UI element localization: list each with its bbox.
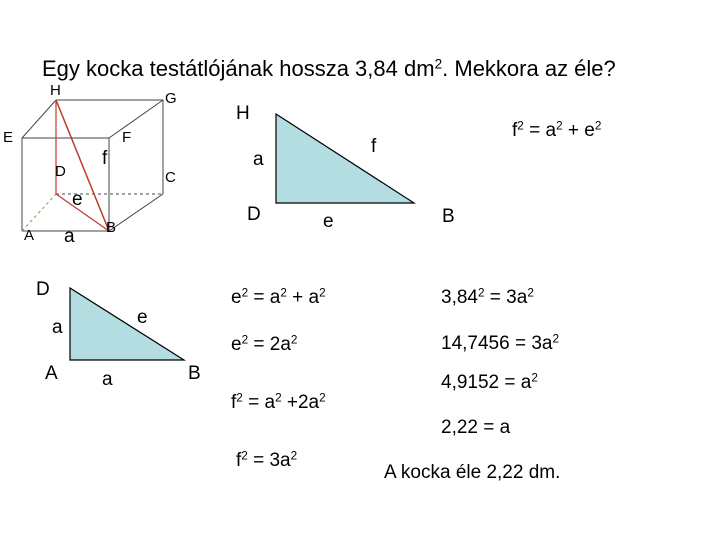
small-triangle-label-D: D xyxy=(36,279,50,300)
calculation-step-2: $14,7456 = 3a^2$ xyxy=(441,332,560,354)
cube-label-A: A xyxy=(24,227,35,244)
big-triangle-label-a: a xyxy=(253,149,264,170)
cube-label-C: C xyxy=(165,169,176,186)
small-triangle-label-A: A xyxy=(45,363,58,384)
derivation-step-2: $e^2 = 2a^2$ xyxy=(231,333,298,355)
cube-label-D: D xyxy=(55,163,66,180)
derivation-step-3: $f^2 = a^2 +2a^2$ xyxy=(231,391,326,413)
big-triangle-label-B: B xyxy=(442,206,455,227)
small-triangle-label-a-bottom: a xyxy=(102,369,113,390)
cube-label-a: a xyxy=(64,226,75,247)
cube-label-E: E xyxy=(3,129,14,146)
cube-edge-EH xyxy=(22,100,56,138)
small-triangle xyxy=(70,288,184,360)
cube-edge-FG xyxy=(109,100,163,138)
cube-label-F: F xyxy=(122,129,132,146)
big-triangle-label-H: H xyxy=(236,103,250,124)
small-triangle-label-B: B xyxy=(188,363,201,384)
page-title: Egy kocka testátlójának hossza 3,84 $dm^2$. Mekkora az éle? xyxy=(42,56,616,81)
derivation-step-1: $e^2 = a^2 + a^2$ xyxy=(231,286,326,308)
conclusion-text: A kocka éle 2,22 dm. xyxy=(384,462,561,483)
pythagoras-formula: $f^2 = a^2 + e^2$ xyxy=(512,119,602,141)
cube-label-e: e xyxy=(72,189,83,210)
cube-label-G: G xyxy=(165,90,177,107)
cube-edge-BC xyxy=(109,194,163,231)
big-triangle-label-f: f xyxy=(371,136,377,157)
big-triangle-label-e: e xyxy=(323,211,334,232)
calculation-step-1: $3,84^2 = 3a^2$ xyxy=(441,286,534,308)
small-triangle-label-a: a xyxy=(52,317,63,338)
cube-drawing xyxy=(22,100,163,231)
cube-label-B: B xyxy=(106,219,117,236)
cube-hidden-AD xyxy=(22,194,56,231)
big-triangle-label-D: D xyxy=(247,204,261,225)
cube-label-H: H xyxy=(50,82,61,99)
big-triangle xyxy=(276,114,414,203)
calculation-step-3: $4,9152 = a^2$ xyxy=(441,371,538,393)
derivation-step-4: $f^2 = 3a^2$ xyxy=(236,449,298,471)
calculation-step-4: 2,22 = a xyxy=(441,417,511,438)
cube-label-f: f xyxy=(102,148,108,169)
small-triangle-label-e: e xyxy=(137,307,148,328)
